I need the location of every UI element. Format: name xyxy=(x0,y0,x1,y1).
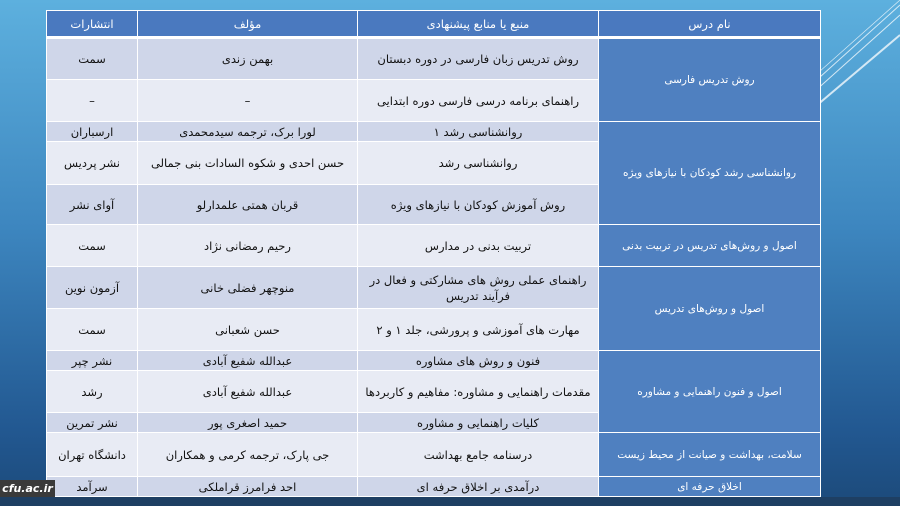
publisher-cell: ارسباران xyxy=(47,122,138,142)
table-row xyxy=(47,122,821,142)
publisher-cell: دانشگاه تهران xyxy=(47,433,138,477)
cfu-logo: cfu.ac.ir xyxy=(0,480,55,497)
source-cell: راهنمای برنامه درسی فارسی دوره ابتدایی xyxy=(358,80,599,122)
author-cell: عبدالله شفیع آبادی xyxy=(138,351,358,371)
table-row xyxy=(47,351,821,371)
author-cell: بهمن زندی xyxy=(138,38,358,80)
source-cell: روش آموزش کودکان با نیازهای ویژه xyxy=(358,185,599,225)
publisher-cell: – xyxy=(47,80,138,122)
table-row xyxy=(47,225,821,267)
publisher-cell: نشر چپر xyxy=(47,351,138,371)
source-cell: روش تدریس زبان فارسی در دوره دبستان xyxy=(358,38,599,80)
header-author: مؤلف xyxy=(138,11,358,38)
table-row xyxy=(47,38,821,80)
author-cell: حسن احدی و شکوه السادات بنی جمالی xyxy=(138,142,358,185)
table-row xyxy=(47,267,821,309)
course-cell: اخلاق حرفه ای xyxy=(599,477,821,497)
publisher-cell: نشر پردیس xyxy=(47,142,138,185)
course-cell: روانشناسی رشد کودکان با نیازهای ویژه xyxy=(599,122,821,225)
publisher-cell: نشر تمرین xyxy=(47,413,138,433)
source-cell: درسنامه جامع بهداشت xyxy=(358,433,599,477)
source-cell: روانشناسی رشد xyxy=(358,142,599,185)
source-cell: مقدمات راهنمایی و مشاوره: مفاهیم و کاربردها xyxy=(358,371,599,413)
table-row xyxy=(47,433,821,477)
author-cell: – xyxy=(138,80,358,122)
course-cell: سلامت، بهداشت و صیانت از محیط زیست xyxy=(599,433,821,477)
source-cell: کلیات راهنمایی و مشاوره xyxy=(358,413,599,433)
course-cell: اصول و فنون راهنمایی و مشاوره xyxy=(599,351,821,433)
publisher-cell: سمت xyxy=(47,38,138,80)
publisher-cell: سرآمد xyxy=(47,477,138,497)
author-cell: جی پارک، ترجمه کرمی و همکاران xyxy=(138,433,358,477)
table-row xyxy=(47,477,821,497)
author-cell: رحیم رمضانی نژاد xyxy=(138,225,358,267)
bottom-strip xyxy=(0,497,900,506)
author-cell: حسن شعبانی xyxy=(138,309,358,351)
author-cell: عبدالله شفیع آبادی xyxy=(138,371,358,413)
source-cell: تربیت بدنی در مدارس xyxy=(358,225,599,267)
source-cell: روانشناسی رشد ۱ xyxy=(358,122,599,142)
source-cell: فنون و روش های مشاوره xyxy=(358,351,599,371)
course-resources-table xyxy=(46,10,821,497)
source-cell: راهنمای عملی روش های مشارکتی و فعال در فرآیند تدریس xyxy=(358,267,599,309)
header-publisher: انتشارات xyxy=(47,11,138,38)
author-cell: قربان همتی علمدارلو xyxy=(138,185,358,225)
author-cell: منوچهر فضلی خانی xyxy=(138,267,358,309)
header-row xyxy=(47,11,821,38)
header-course: نام درس xyxy=(599,11,821,38)
publisher-cell: آزمون نوین xyxy=(47,267,138,309)
source-cell: مهارت های آموزشی و پرورشی، جلد ۱ و ۲ xyxy=(358,309,599,351)
author-cell: حمید اصغری پور xyxy=(138,413,358,433)
publisher-cell: سمت xyxy=(47,309,138,351)
publisher-cell: آوای نشر xyxy=(47,185,138,225)
course-cell: اصول و روش‌های تدریس در تربیت بدنی xyxy=(599,225,821,267)
source-cell: درآمدی بر اخلاق حرفه ای xyxy=(358,477,599,497)
author-cell: لورا برک، ترجمه سیدمحمدی xyxy=(138,122,358,142)
publisher-cell: سمت xyxy=(47,225,138,267)
course-cell: اصول و روش‌های تدریس xyxy=(599,267,821,351)
course-cell: روش تدریس فارسی xyxy=(599,38,821,122)
header-source: منبع یا منابع پیشنهادی xyxy=(358,11,599,38)
author-cell: احد فرامرز قراملکی xyxy=(138,477,358,497)
publisher-cell: رشد xyxy=(47,371,138,413)
